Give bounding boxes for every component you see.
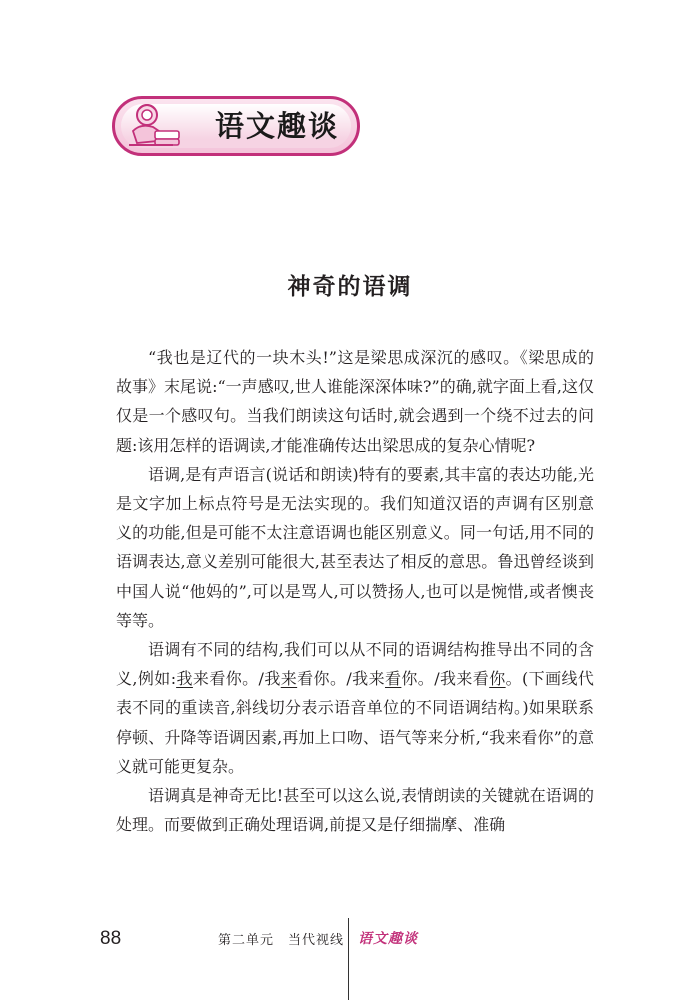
- article-title: 神奇的语调: [287, 274, 413, 300]
- paragraph-1: “我也是辽代的一块木头!”这是梁思成深沉的感叹。《梁思成的故事》末尾说:“一声感叹,世人谁能深深体味?”的确,就字面上看,这仅仅是一个感叹句。当我们朗读这句话时,就会遇到一个绕不过去的问题:该用怎样的语调读,才能准确传达出梁思成的复杂心情呢?: [116, 348, 594, 455]
- reading-girl-icon: [119, 101, 185, 153]
- text-run: 你。/我来看: [401, 669, 490, 689]
- section-title: 语文趣谈: [215, 109, 340, 143]
- section-banner: [112, 96, 360, 156]
- paragraph-2: 语调,是有声语言(说话和朗读)特有的要素,其丰富的表达功能,光是文字加上标点符号是无法实现的。我们知道汉语的声调有区别意义的功能,但是可能不太注意语调也能区别意义。同一句话,用不同的语调表达,意义差别可能很大,甚至表达了相反的意思。鲁迅曾经谈到中国人说“他妈的”,可以是骂人,可以赞扬人,也可以是惋惜,或者懊丧等等。: [116, 464, 594, 630]
- stressed-word: 看: [384, 669, 402, 689]
- footer-section-label: 语文趣谈: [358, 931, 418, 947]
- text-run: 看你。/我来: [297, 669, 385, 689]
- text-run: 语调有不同的结构,我们可以从不同的语调结构推导出不同的含义,例如:: [116, 640, 594, 689]
- text-run: 。(下画线代表不同的重读音,斜线切分表示语音单位的不同语调结构。)如果联系停顿、升降等语调因素,再加上口吻、语气等来分析,“我来看你”的意义就可能更复杂。: [116, 669, 594, 776]
- stressed-word: 来: [280, 669, 298, 689]
- stressed-word: 我: [176, 669, 193, 689]
- footer-divider: [348, 918, 349, 1000]
- page-number: 88: [100, 928, 122, 949]
- article-body: [116, 343, 594, 839]
- stressed-word: 你: [489, 669, 506, 689]
- paragraph-3: [116, 635, 594, 781]
- text-run: 来看你。/我: [192, 669, 281, 689]
- paragraph-4: 语调真是神奇无比!甚至可以这么说,表情朗读的关键就在语调的处理。而要做到正确处理语调,前提又是仔细揣摩、准确: [116, 786, 594, 835]
- footer-unit-label: 第二单元 当代视线: [218, 933, 345, 948]
